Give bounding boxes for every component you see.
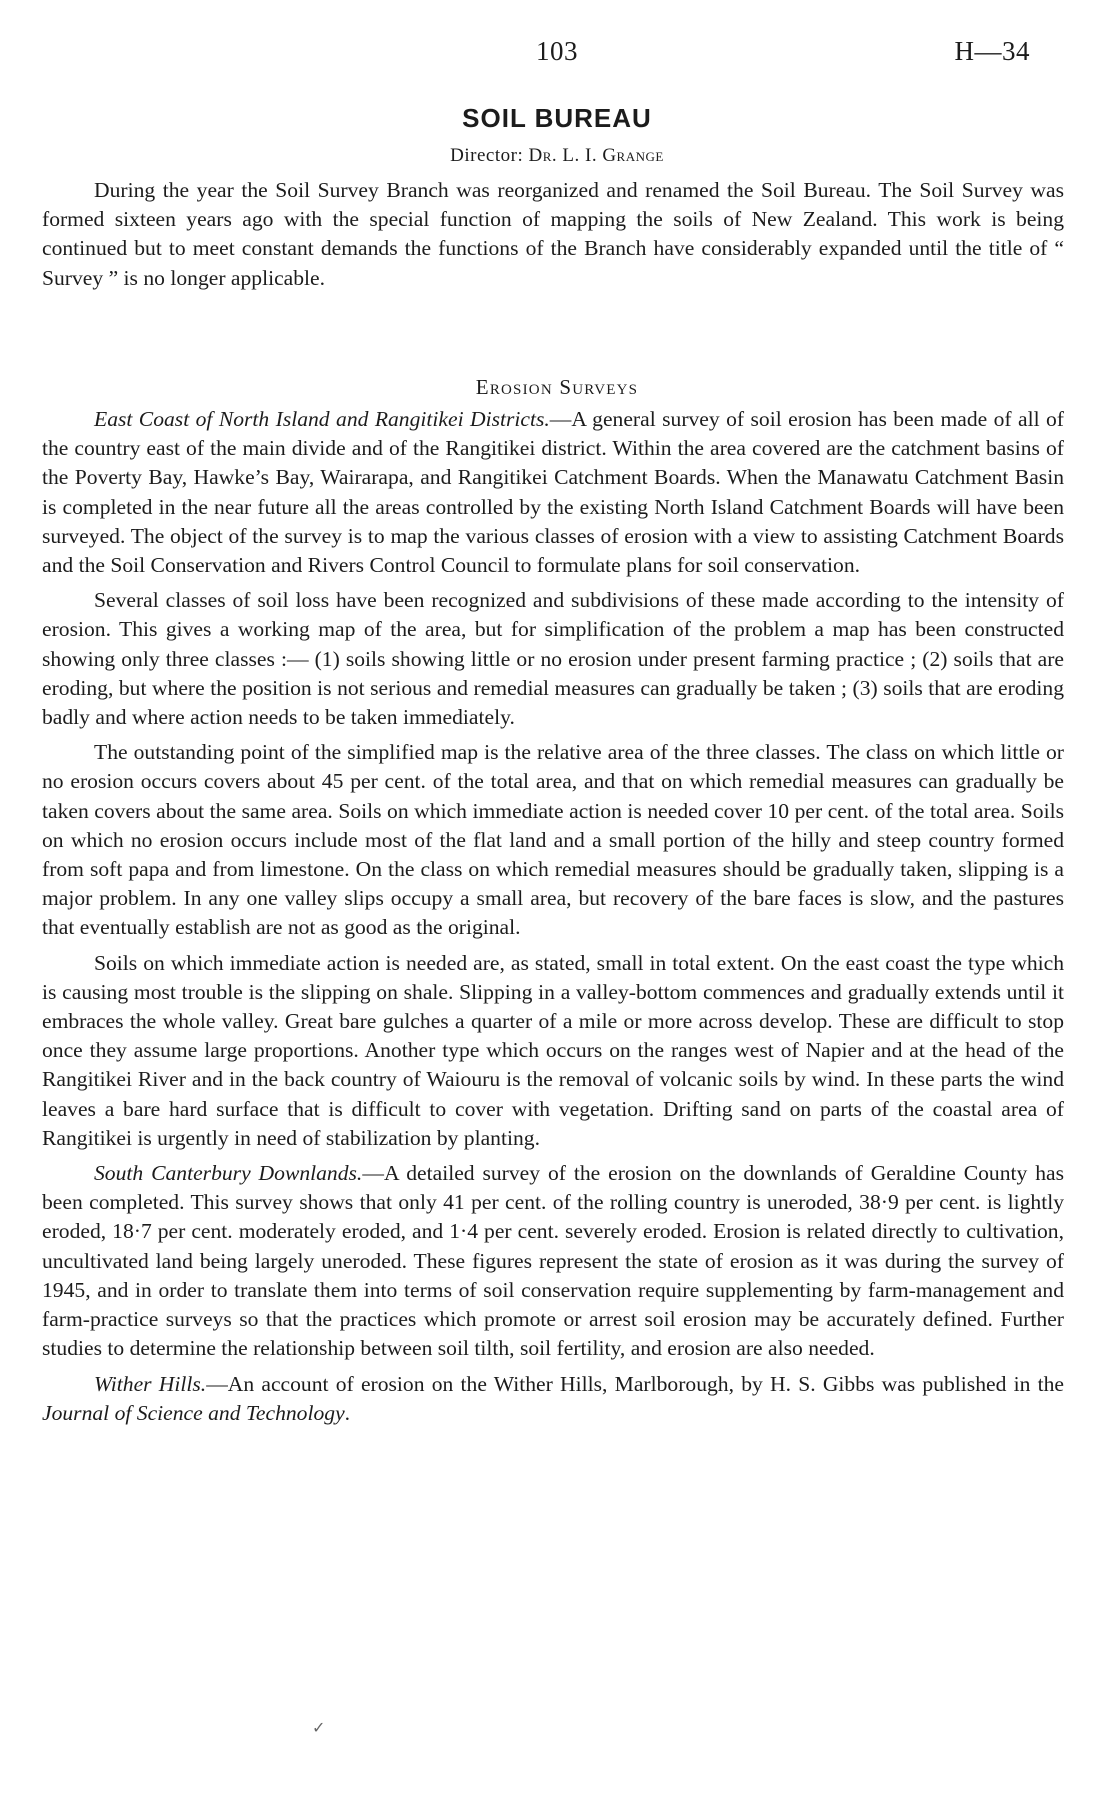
paragraph-wither-hills [42,1370,1064,1428]
paragraph-immediate-action [42,949,1064,1153]
paragraph-south-canterbury [42,1159,1064,1363]
paragraph-lead: South Canterbury Downlands. [94,1161,363,1186]
paragraph-text: —A detailed survey of the erosion on the downlands of Geraldine County has been completed. This survey shows that only 41 per cent. of the rolling country is uneroded, 38·9 per cent. is lightly eroded, 18·7 per cent. moderately eroded, and 1·4 per cent. severely eroded. Erosion is related directly to cultivation, uncultivated land being largely uneroded. These figures represent the state of erosion as it was during the survey of 1945, and in order to translate them into terms of soil conservation require supplementing by farm-management and farm-practice surveys so that the practices which promote or arrest soil erosion may be accurately defined. Further studies to determine the relationship between soil tilth, soil fertility, and erosion are also needed. [42,1161,1064,1361]
page-title: SOIL BUREAU [462,103,652,133]
paragraph-text: The outstanding point of the simplified map is the relative area of the three classes. The class on which little or no erosion occurs covers about 45 per cent. of the total area, and that on which remedial measures can gradually be taken covers about the same area. Soils on which immediate action is needed cover 10 per cent. of the total area. Soils on which no erosion occurs include most of the flat land and a small portion of the hilly and steep country formed from soft papa and from limestone. On the class on which remedial measures should be gradually taken, slipping is a major problem. In any one valley slips occupy a small area, but recovery of the bare faces is slow, and the pastures that eventually establish are not as good as the original. [42,740,1064,940]
erosion-section-body [42,405,1064,1428]
footer-tick-mark: ✓ [312,1720,326,1737]
intro-block [42,176,1064,293]
paragraph-simplified-map [42,738,1064,942]
director-line [0,145,1114,167]
paragraph-text-end: . [344,1400,351,1425]
director-name: Dr. L. I. Grange [528,145,664,166]
paragraph-text: Soils on which immediate action is needed are, as stated, small in total extent. On the east coast the type which is causing most trouble is the slipping on shale. Slipping in a valley-bottom commences and gradually extends until it embraces the whole valley. Great bare gulches a quarter of a mile or more across develop. These are difficult to stop once they assume large proportions. Another type which occurs on the ranges west of Napier and at the head of the Rangitikei River and in the back country of Waiouru is the removal of volcanic soils by wind. In these parts the wind leaves a bare hard surface that is difficult to cover with vegetation. Drifting sand on parts of the coastal area of Rangitikei is urgently in need of stabilization by planting. [42,950,1064,1150]
paragraph-text: —A general survey of soil erosion has been made of all of the country east of the main divide and of the Rangitikei district. Within the area covered are the catchment basins of the Poverty Bay, Hawke’s Bay, Wairarapa, and Rangitikei Catchment Boards. When the Manawatu Catchment Basin is completed in the near future all the areas controlled by the existing North Island Catchment Boards will have been surveyed. The object of the survey is to map the various classes of erosion with a view to assisting Catchment Boards and the Soil Conservation and Rivers Control Council to formulate plans for soil conservation. [42,407,1064,578]
paragraph-lead: East Coast of North Island and Rangitikei Districts. [94,407,550,431]
page-header [0,36,1114,76]
journal-title: Journal of Science and Technology [42,1400,345,1425]
intro-paragraph: During the year the Soil Survey Branch was reorganized and renamed the Soil Bureau. The Soil Survey was formed sixteen years ago with the special function of mapping the soils of New Zealand. This work is being continued but to meet constant demands the functions of the Branch have considerably expanded until the title of “ Survey ” is no longer applicable. [42,178,1064,290]
section-heading: Erosion Surveys [475,375,639,399]
paragraph-text: —An account of erosion on the Wither Hills, Marlborough, by H. S. Gibbs was published in the [206,1371,1064,1396]
paragraph-lead: Wither Hills. [94,1371,207,1396]
page-number: 103 [536,36,578,66]
paragraph-soil-classes [42,586,1064,732]
document-reference: H—34 [954,36,1030,66]
paragraph-east-coast [42,405,1064,580]
director-label: Director: [450,145,524,166]
paragraph-text: Several classes of soil loss have been recognized and subdivisions of these made according to the intensity of erosion. This gives a working map of the area, but for simplification of the problem a map has been constructed showing only three classes :— (1) soils showing little or no erosion under present farming practice ; (2) soils that are eroding, but where the position is not serious and remedial measures can gradually be taken ; (3) soils that are eroding badly and where action needs to be taken immediately. [42,588,1064,730]
